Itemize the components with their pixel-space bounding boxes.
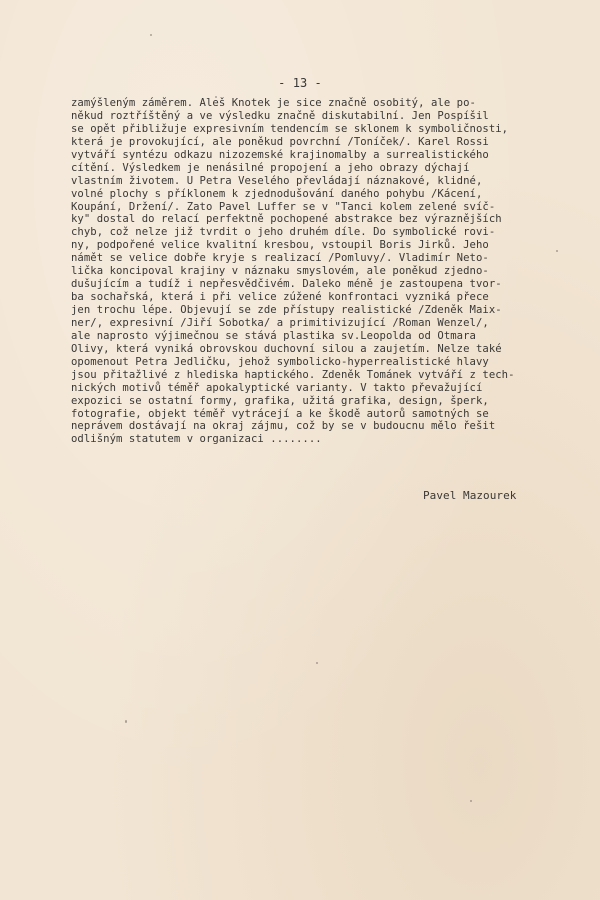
text-line: cítění. Výsledkem je nenásilné propojení a jeho obrazy dýchají [71, 161, 470, 174]
page-number: - 13 - [278, 76, 322, 90]
author-signature: Pavel Mazourek [423, 489, 517, 502]
text-line: chyb, což nelze již tvrdit o jeho druhém díle. Do symbolické rovi- [71, 226, 496, 239]
text-line: vytváří syntézu odkazu nizozemské krajinomalby a surrealistického [71, 148, 489, 161]
text-line: vlastním životem. U Petra Veselého převládají náznakové, klidné, [71, 174, 483, 187]
text-line: zamýšleným záměrem. Aleš Knotek je sice značně osobitý, ale po- [71, 97, 476, 109]
text-line: Koupání, Držení/. Zato Pavel Luffer se v "Tanci kolem zelené svíč- [71, 200, 496, 213]
text-line: se opět přibližuje expresivním tendencím se sklonem k symboličnosti, [71, 122, 509, 135]
text-line: opomenout Petra Jedličku, jehož symbolicko-hyperrealistické hlavy [71, 355, 489, 368]
text-line: jsou přitažlivé z hlediska haptického. Zdeněk Tománek vytváří z tech- [71, 368, 515, 381]
text-line: ner/, expresivní /Jiří Sobotka/ a primitivizující /Roman Wenzel/, [71, 316, 489, 329]
paper-speck [125, 720, 127, 723]
paper-speck [150, 34, 152, 36]
text-line: odlišným statutem v organizaci ........ [71, 433, 322, 446]
text-line: jen trochu lépe. Objevují se zde přístupy realistické /Zdeněk Maix- [71, 304, 502, 316]
text-line: expozici se ostatní formy, grafika, užitá grafika, design, šperk, [71, 394, 489, 407]
text-line: neprávem dostávají na okraj zájmu, což by se v budoucnu mělo řešit [71, 420, 496, 433]
text-line: někud roztříštěný a ve výsledku značně diskutabilní. Jen Pospíšil [71, 109, 489, 122]
text-line: dušujícím a tudíž i nepřesvědčivém. Daleko méně je zastoupena tvor- [71, 278, 502, 291]
text-line: ba sochařská, která i při velice zúžené konfrontaci vyzniká přece [71, 291, 489, 304]
body-text [71, 97, 591, 446]
text-line: která je provokující, ale poněkud povrchní /Toníček/. Karel Rossi [71, 135, 489, 148]
text-line: ny, podpořené velice kvalitní kresbou, vstoupil Boris Jirků. Jeho [71, 239, 489, 252]
text-line: fotografie, objekt téměř vytrácejí a ke škodě autorů samotných se [71, 407, 489, 420]
text-line: Olivy, která vyniká obrovskou duchovní silou a zaujetím. Nelze také [71, 342, 502, 355]
text-line: nických motivů téměř apokalyptické varianty. V takto převažující [71, 381, 483, 394]
paper-speck [470, 800, 472, 802]
text-line: ky" dostal do relací perfektně pochopené abstrakce bez výraznějších [71, 213, 502, 226]
paper-speck [316, 662, 318, 664]
text-line: ale naprosto výjimečnou se stává plastika sv.Leopolda od Otmara [71, 329, 476, 342]
text-line: lička koncipoval krajiny v náznaku smyslovém, ale poněkud zjedno- [71, 265, 489, 278]
text-line: volné plochy s příklonem k zjednodušování daného pohybu /Kácení, [71, 187, 483, 200]
text-line: námět se velice dobře kryje s realizací /Pomluvy/. Vladimír Neto- [71, 252, 489, 265]
